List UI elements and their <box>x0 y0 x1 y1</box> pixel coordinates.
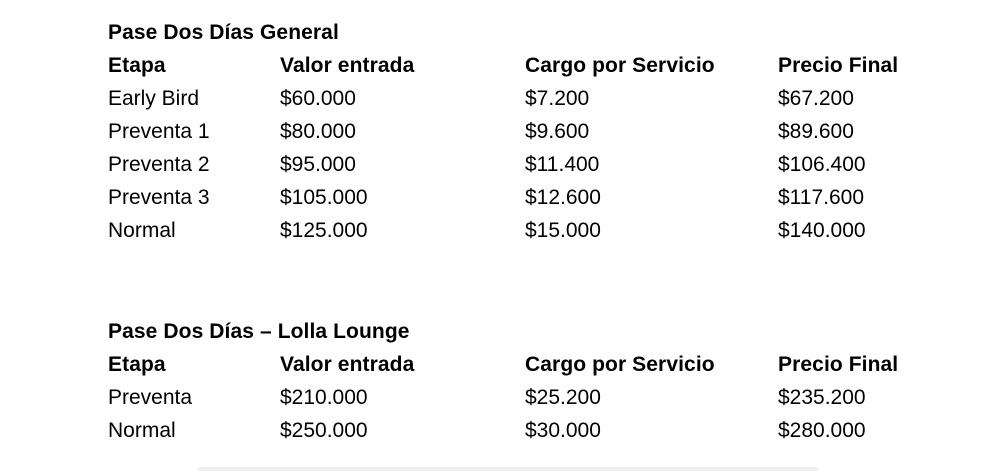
cell-cargo-por-servicio: $11.400 <box>525 153 600 176</box>
cell-etapa: Preventa <box>108 386 193 409</box>
table-row <box>108 115 908 148</box>
section-spacer <box>108 247 968 315</box>
table-header-row <box>108 49 908 82</box>
cell-precio-final: $235.200 <box>778 386 866 409</box>
cell-precio-final: $140.000 <box>778 219 866 242</box>
cell-cargo-por-servicio: $12.600 <box>525 186 601 209</box>
cell-valor-entrada: $250.000 <box>280 419 368 442</box>
table-row <box>108 381 908 414</box>
table-row <box>108 148 908 181</box>
cell-precio-final: $117.600 <box>778 186 865 209</box>
cell-precio-final: $280.000 <box>778 419 866 442</box>
column-header-etapa: Etapa <box>108 353 166 376</box>
cell-cargo-por-servicio: $30.000 <box>525 419 601 442</box>
cell-precio-final: $106.400 <box>778 153 866 176</box>
table-body <box>108 381 908 447</box>
column-header-valor-entrada: Valor entrada <box>280 353 415 376</box>
table-header <box>108 49 908 82</box>
section-title: Pase Dos Días – Lolla Lounge <box>108 320 410 343</box>
column-header-etapa: Etapa <box>108 54 166 77</box>
page-bottom-strip <box>198 467 818 471</box>
document-content <box>108 16 968 447</box>
column-header-cargo-por-servicio: Cargo por Servicio <box>525 353 715 376</box>
cell-etapa: Normal <box>108 419 176 442</box>
cell-etapa: Preventa 2 <box>108 153 210 176</box>
table-row <box>108 82 908 115</box>
cell-cargo-por-servicio: $25.200 <box>525 386 601 409</box>
table-row <box>108 181 908 214</box>
cell-precio-final: $67.200 <box>778 87 854 110</box>
cell-cargo-por-servicio: $9.600 <box>525 120 590 143</box>
cell-precio-final: $89.600 <box>778 120 854 143</box>
column-header-precio-final: Precio Final <box>778 353 899 376</box>
table-body <box>108 82 908 247</box>
cell-etapa: Normal <box>108 219 176 242</box>
table-header <box>108 348 908 381</box>
section-pase-dos-dias-lolla-lounge <box>108 315 968 447</box>
price-table-lolla-lounge <box>108 348 908 447</box>
column-header-cargo-por-servicio: Cargo por Servicio <box>525 54 715 77</box>
page-bottom-edge <box>0 467 990 475</box>
cell-cargo-por-servicio: $15.000 <box>525 219 601 242</box>
cell-valor-entrada: $210.000 <box>280 386 368 409</box>
price-table-general <box>108 49 908 247</box>
column-header-valor-entrada: Valor entrada <box>280 54 415 77</box>
cell-valor-entrada: $125.000 <box>280 219 368 242</box>
column-header-precio-final: Precio Final <box>778 54 899 77</box>
cell-valor-entrada: $105.000 <box>280 186 368 209</box>
cell-valor-entrada: $80.000 <box>280 120 356 143</box>
table-header-row <box>108 348 908 381</box>
cell-etapa: Preventa 3 <box>108 186 210 209</box>
cell-etapa: Preventa 1 <box>108 120 210 143</box>
cell-valor-entrada: $60.000 <box>280 87 356 110</box>
section-title: Pase Dos Días General <box>108 21 339 44</box>
cell-cargo-por-servicio: $7.200 <box>525 87 590 110</box>
cell-etapa: Early Bird <box>108 87 200 110</box>
table-row <box>108 414 908 447</box>
cell-valor-entrada: $95.000 <box>280 153 356 176</box>
table-row <box>108 214 908 247</box>
section-pase-dos-dias-general <box>108 16 968 247</box>
